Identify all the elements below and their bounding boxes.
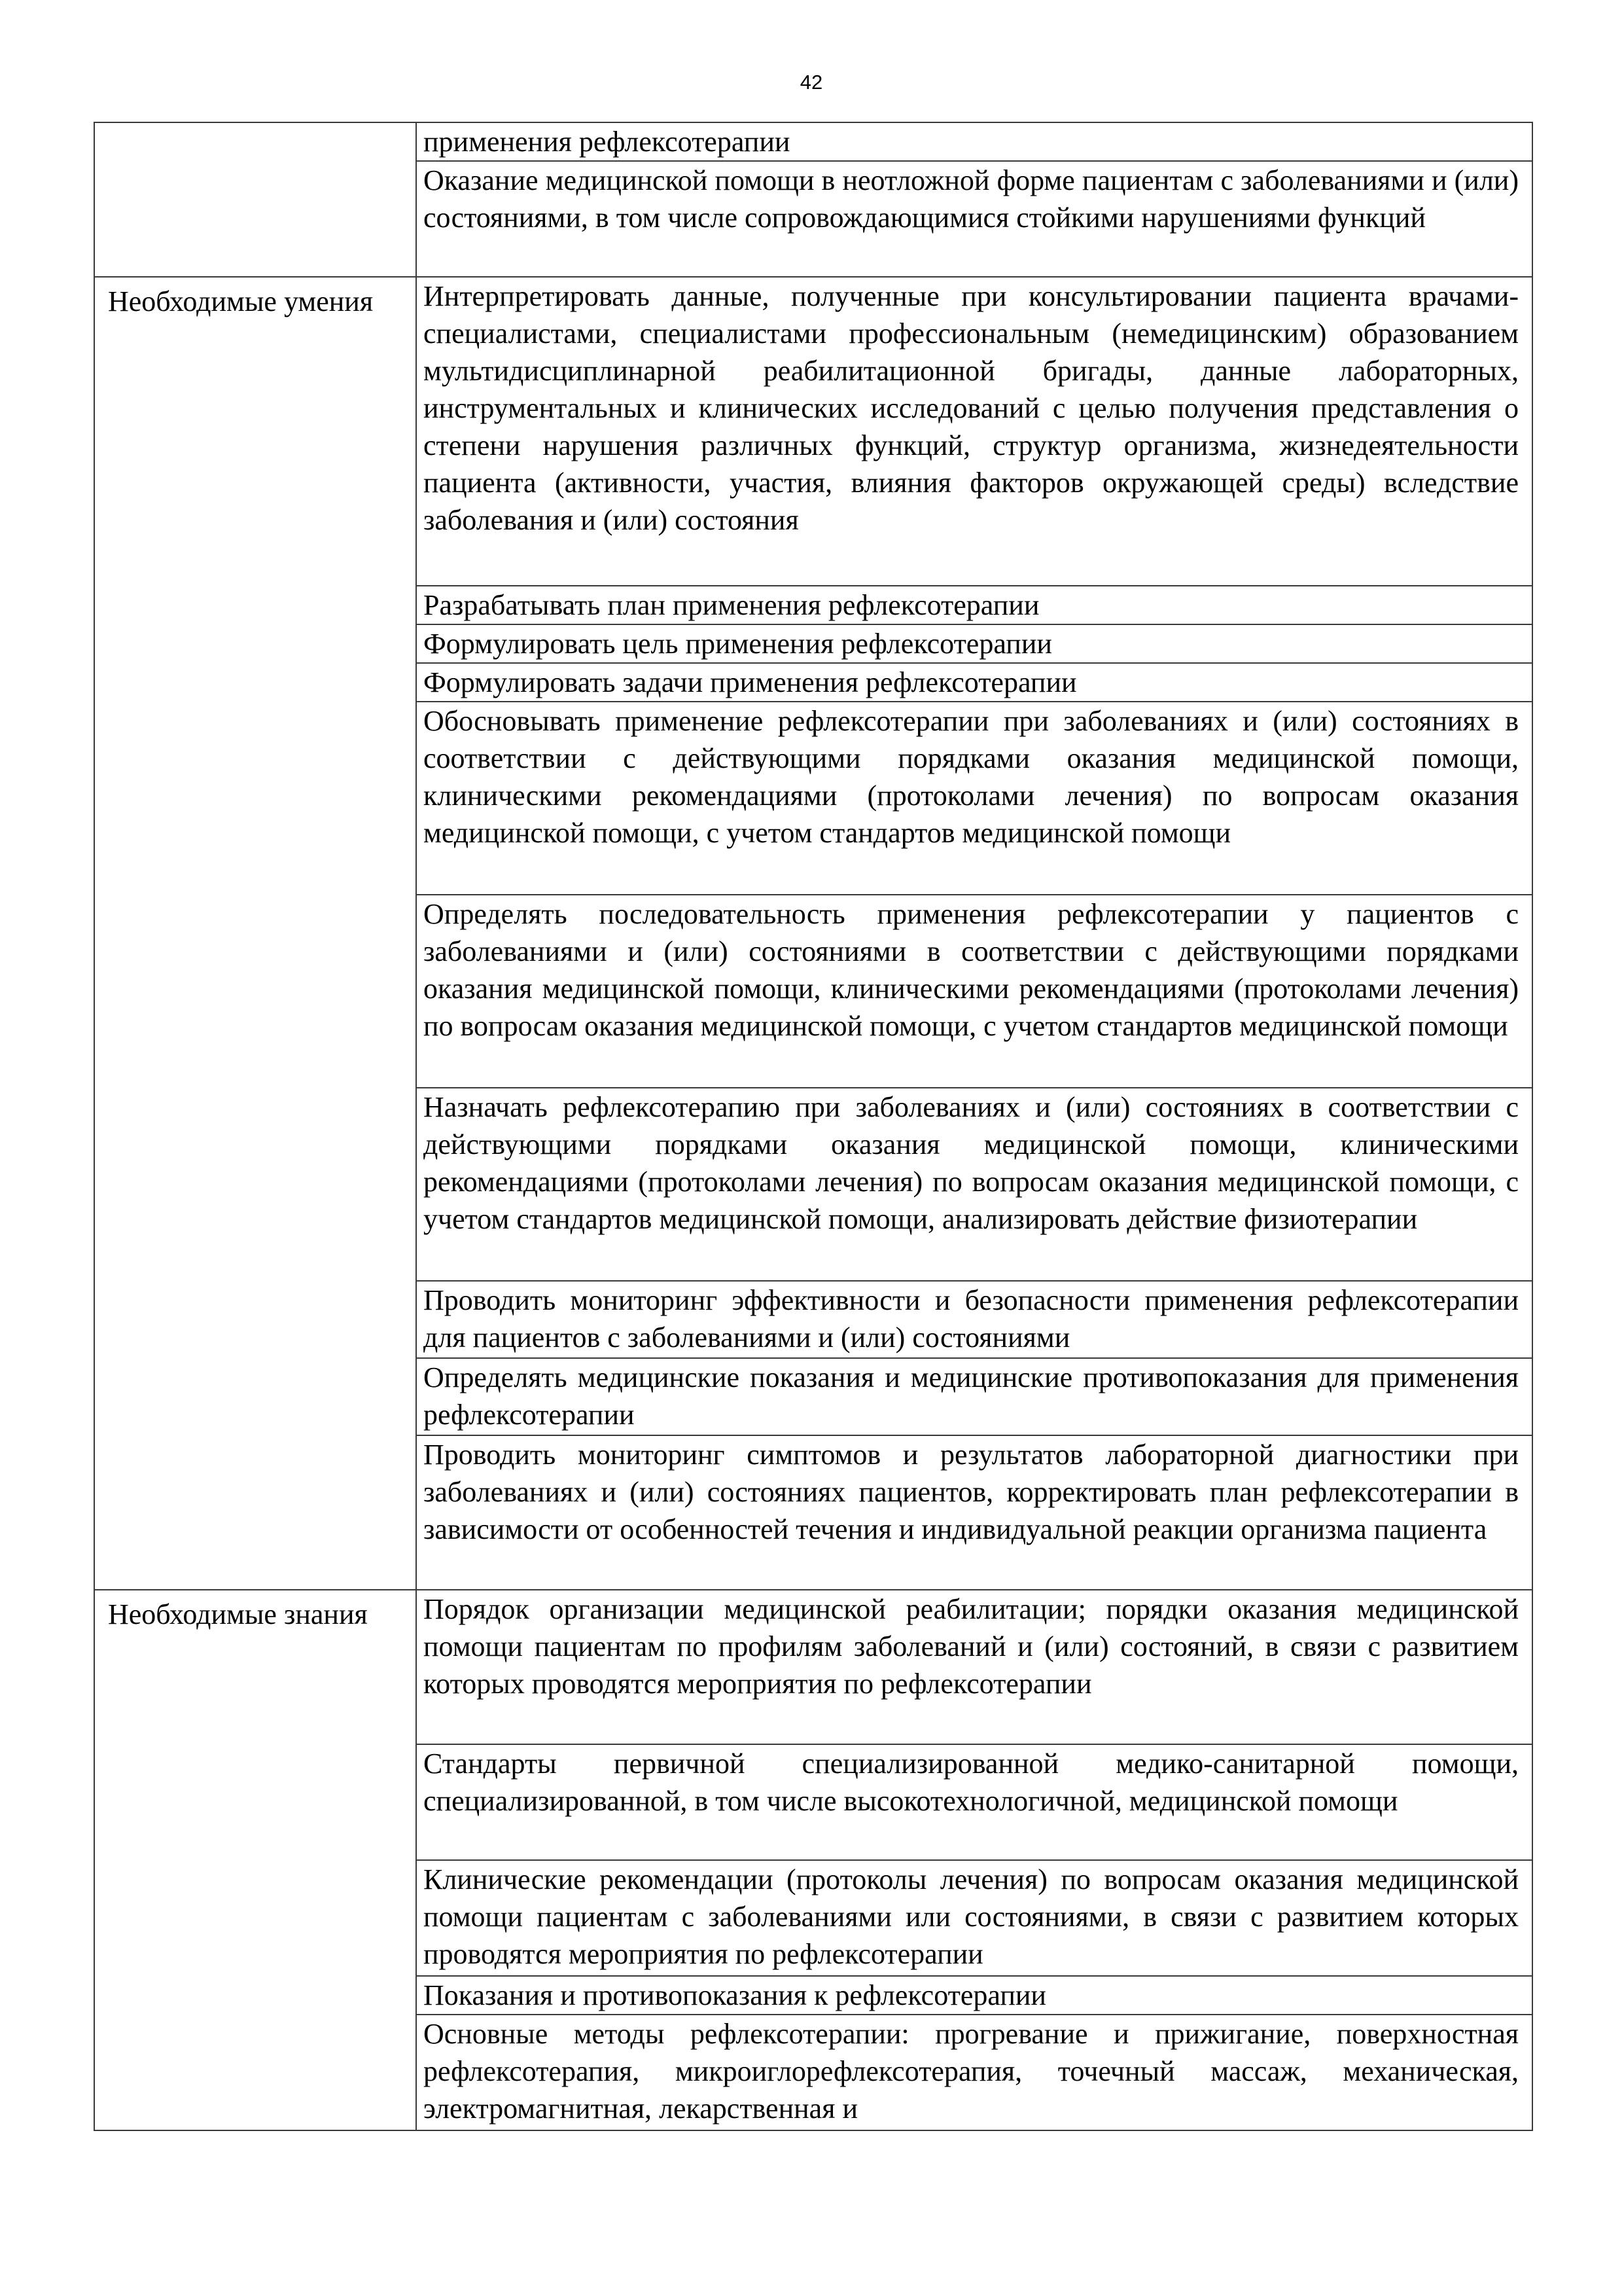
cell-text: Клинические рекомендации (протоколы лечения) по вопросам оказания медицинской помощи пациентам с заболеваниями или состояниями, в связи с развитием которых проводятся мероприятия по рефлексотерапии [423,1863,1519,1970]
table-cell [416,1976,1532,2015]
cell-text: Формулировать задачи применения рефлексотерапии [423,666,1077,698]
cell-text: Определять медицинские показания и медицинские противопоказания для применения рефлексотерапии [423,1361,1519,1431]
cell-text: Назначать рефлексотерапию при заболеваниях и (или) состояниях в соответствии с действующими порядками оказания медицинской помощи, клиническими рекомендациями (протоколами лечения) по вопросам оказания медицинской помощи, с учетом стандартов медицинской помощи, анализировать действие физиотерапии [423,1091,1519,1235]
table-cell [416,663,1532,702]
table-cell [416,1435,1532,1590]
section-label [108,123,415,128]
table-cell [416,702,1532,895]
section-label: Необходимые умения [108,285,374,317]
requirements-table [94,122,1532,2125]
table-row [94,277,1532,586]
section-label: Необходимые знания [108,1598,368,1630]
table-cell [416,122,1532,161]
cell-text: Оказание медицинской помощи в неотложной форме пациентам с заболеваниями и (или) состояниями, в том числе сопровождающимися стойкими нарушениями функций [423,164,1519,234]
section-label-cell [94,277,416,1590]
table-cell [416,1860,1532,1976]
table-cell [416,1088,1532,1281]
table-cell [416,161,1532,277]
table-cell [416,895,1532,1088]
cell-text: Разрабатывать план применения рефлексотерапии [423,589,1040,621]
cell-text: применения рефлексотерапии [423,126,790,158]
table-cell [416,2015,1532,2130]
cell-text: Проводить мониторинг эффективности и безопасности применения рефлексотерапии для пациентов с заболеваниями и (или) состояниями [423,1284,1519,1354]
cell-text: Определять последовательность применения рефлексотерапии у пациентов с заболеваниями и (или) состояниями в соответствии с действующими порядками оказания медицинской помощи, клиническими рекомендациями (протоколами лечения) по вопросам оказания медицинской помощи, с учетом стандартов медицинской помощи [423,898,1519,1042]
cell-text: Показания и противопоказания к рефлексотерапии [423,1979,1046,2011]
page-number: 42 [800,71,823,94]
table-row [94,1590,1532,1744]
table-cell [416,1744,1532,1860]
cell-text: Обосновывать применение рефлексотерапии при заболеваниях и (или) состояниях в соответствии с действующими порядками оказания медицинской помощи, клиническими рекомендациями (протоколами лечения) по вопросам оказания медицинской помощи, с учетом стандартов медицинской помощи [423,705,1519,849]
table-cell [416,624,1532,663]
cell-text: Формулировать цель применения рефлексотерапии [423,628,1052,660]
table-cell [416,1281,1532,1358]
cell-text: Порядок организации медицинской реабилитации; порядки оказания медицинской помощи пациентам по профилям заболеваний и (или) состояний, в связи с развитием которых проводятся мероприятия по рефлексотерапии [423,1593,1519,1700]
section-label-cell [94,122,416,277]
table-row [94,122,1532,161]
table-cell [416,1358,1532,1435]
cell-text: Интерпретировать данные, полученные при консультировании пациента врачами-специалистами, специалистами профессиональным (немедицинским) образованием мультидисциплинарной реабилитационной бригады, данные лабораторных, инструментальных и клинических исследований с целью получения представления о степени нарушения различных функций, структур организма, жизнедеятельности пациента (активности, участия, влияния факторов окружающей среды) вследствие заболевания и (или) состояния [423,280,1519,536]
section-label-cell [94,1590,416,2130]
table-cell [416,1590,1532,1744]
cell-text: Стандарты первичной специализированной медико-санитарной помощи, специализированной, в том числе высокотехнологичной, медицинской помощи [423,1748,1519,1817]
cell-text: Основные методы рефлексотерапии: прогревание и прижигание, поверхностная рефлексотерапия, микроиглорефлексотерапия, точечный массаж, механическая, электромагнитная, лекарственная и [423,2018,1519,2125]
table-cell [416,586,1532,624]
table-cell [416,277,1532,586]
cell-text: Проводить мониторинг симптомов и результатов лабораторной диагностики при заболеваниях и (или) состояниях пациентов, корректировать план рефлексотерапии в зависимости от особенностей течения и индивидуальной реакции организма пациента [423,1439,1519,1545]
